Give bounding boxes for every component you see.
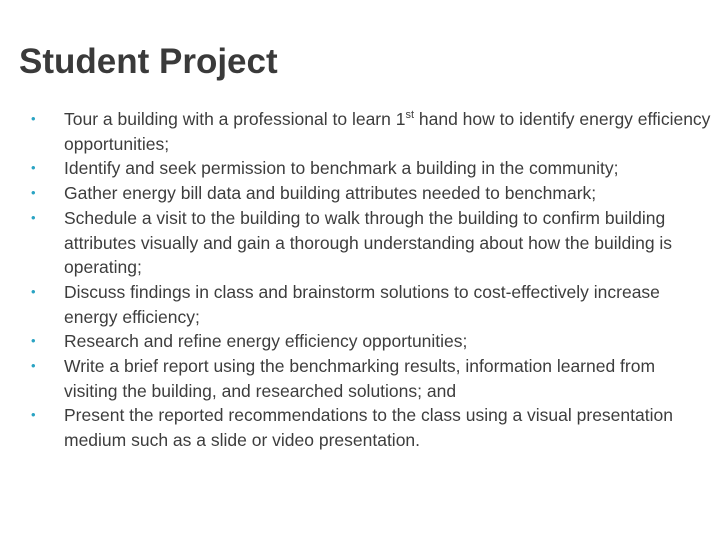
bullet-dot-icon: • — [31, 407, 36, 423]
bullet-text: Write a brief report using the benchmarking results, information learned from visiting the building, and researched solutions; and — [64, 356, 656, 401]
bullet-item-identify — [31, 156, 711, 181]
bullet-text: Present the reported recommendations to the class using a visual presentation medium such as a slide or video presentation. — [64, 405, 673, 451]
bullet-list — [31, 107, 711, 453]
bullet-item-discuss — [31, 280, 711, 329]
bullet-dot-icon: • — [31, 283, 36, 299]
bullet-text: Schedule a visit to the building to walk through the building to confirm building attributes visually and gain a thorough understanding about how the building is operating; — [64, 207, 673, 278]
bullet-item-schedule — [31, 206, 711, 280]
bullet-item-write — [31, 354, 711, 403]
bullet-item-research — [31, 329, 711, 354]
bullet-dot-icon: • — [31, 333, 36, 349]
bullet-text: Research and refine energy efficiency opportunities; — [64, 331, 468, 352]
bullet-dot-icon: • — [31, 185, 36, 201]
slide-title: Student Project — [19, 42, 278, 81]
bullet-dot-icon: • — [31, 160, 36, 176]
bullet-text: Identify and seek permission to benchmark a building in the community; — [64, 158, 619, 179]
bullet-dot-icon: • — [31, 358, 36, 374]
bullet-text: Discuss findings in class and brainstorm solutions to cost-effectively increase energy efficiency; — [64, 281, 660, 327]
bullet-text: Gather energy bill data and building attributes needed to benchmark; — [64, 183, 597, 204]
bullet-text: Tour a building with a professional to learn 1st hand how to identify energy efficiency opportunities; — [64, 109, 711, 154]
bullet-dot-icon: • — [31, 111, 36, 126]
bullet-item-present — [31, 403, 711, 452]
bullet-item-tour — [31, 107, 711, 156]
bullet-item-gather — [31, 181, 711, 206]
bullet-dot-icon: • — [31, 209, 36, 225]
